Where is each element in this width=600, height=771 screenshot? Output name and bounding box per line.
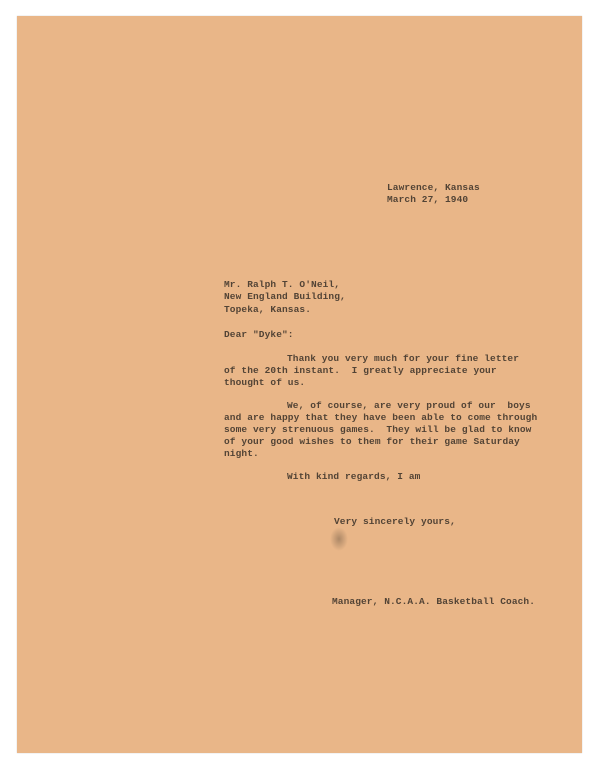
paragraph2-line: and are happy that they have been able to come through	[224, 412, 538, 423]
complimentary-close: Very sincerely yours,	[334, 516, 456, 527]
paragraph2-line: some very strenuous games. They will be glad to know	[224, 424, 532, 435]
paragraph2-line: We, of course, are very proud of our boys	[287, 400, 531, 411]
recipient-name: Mr. Ralph T. O'Neil,	[224, 279, 341, 290]
salutation: Dear "Dyke":	[224, 329, 294, 340]
recipient-building: New England Building,	[224, 291, 346, 302]
paragraph1-line: thought of us.	[224, 377, 306, 388]
paragraph1-line: Thank you very much for your fine letter	[287, 353, 520, 364]
paragraph2-line: night.	[224, 448, 259, 459]
letter-place: Lawrence, Kansas	[387, 182, 480, 193]
paragraph2-line: of your good wishes to them for their game Saturday	[224, 436, 520, 447]
letter-date: March 27, 1940	[387, 194, 469, 205]
ink-smudge	[330, 527, 348, 551]
paragraph1-line: of the 20th instant. I greatly appreciate your	[224, 365, 497, 376]
letter-page	[17, 16, 582, 753]
closing-line: With kind regards, I am	[287, 471, 421, 482]
recipient-city: Topeka, Kansas.	[224, 304, 312, 315]
signature-title: Manager, N.C.A.A. Basketball Coach.	[332, 596, 536, 607]
